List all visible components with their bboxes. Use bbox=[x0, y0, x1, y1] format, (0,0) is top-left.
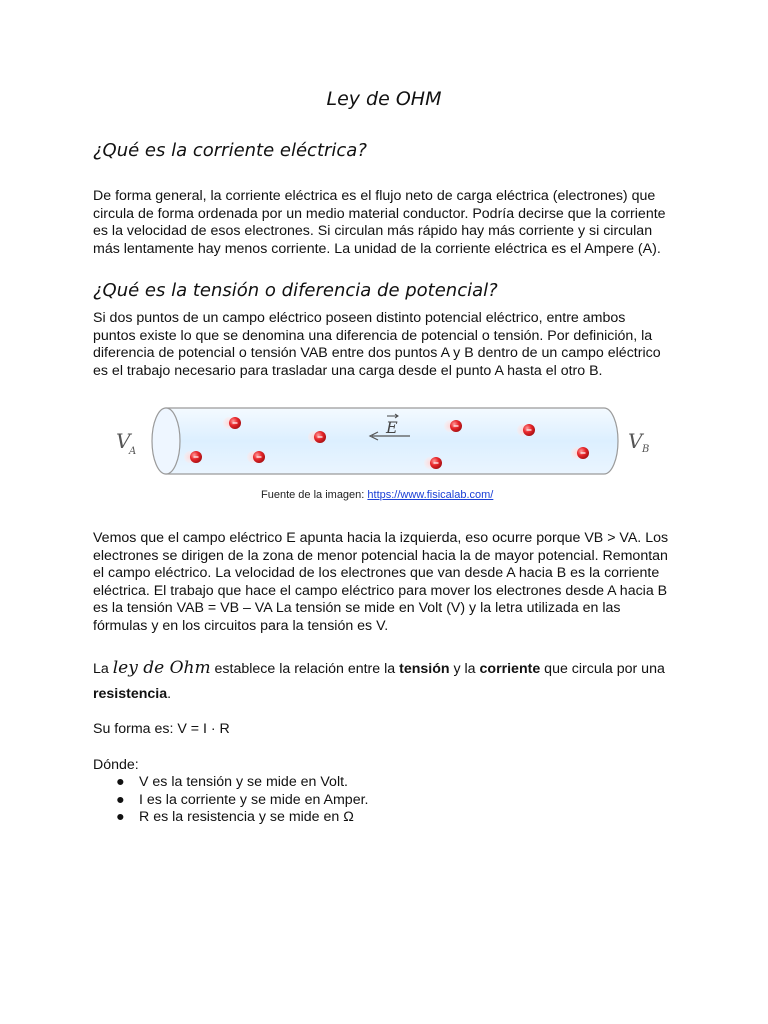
label-va: V bbox=[116, 429, 131, 453]
caption-source-link[interactable]: https://www.fisicalab.com/ bbox=[367, 489, 494, 501]
ohm-resistencia: resistencia bbox=[93, 686, 168, 702]
ohm-middle: establece la relación entre la bbox=[210, 661, 400, 677]
electron bbox=[223, 417, 241, 429]
electron bbox=[247, 451, 265, 463]
field-label-e: E bbox=[386, 418, 398, 437]
ohm-and: y la bbox=[449, 661, 480, 677]
paragraph-line: es la velocidad de esos electrones. Si circulan más rápido hay más corriente y si circulan bbox=[93, 223, 653, 240]
paragraph-line: diferencia de potencial o tensión VAB entre dos puntos A y B dentro de un campo eléctrico bbox=[93, 345, 661, 362]
electron bbox=[444, 420, 462, 432]
paragraph-line: el campo eléctrico. La velocidad de los electrones que van desde A hacia B es la corriente bbox=[93, 565, 660, 582]
tube-left-end bbox=[152, 408, 180, 474]
electron bbox=[184, 451, 202, 463]
electron bbox=[517, 424, 535, 436]
bullet-icon: ● bbox=[116, 809, 125, 826]
ohm-definition-cont bbox=[93, 686, 171, 702]
ohm-corriente: corriente bbox=[479, 661, 541, 677]
electron bbox=[424, 457, 442, 469]
bullet-icon: ● bbox=[116, 791, 125, 808]
paragraph-line: fórmulas y en los circuitos para la tensión es V. bbox=[93, 617, 389, 634]
donde-label: Dónde: bbox=[93, 757, 139, 773]
label-vb-sub: B bbox=[642, 444, 650, 455]
section-heading-corriente: ¿Qué es la corriente eléctrica? bbox=[93, 140, 367, 161]
section-heading-tension: ¿Qué es la tensión o diferencia de potencial? bbox=[93, 280, 498, 301]
label-vb: V bbox=[628, 429, 643, 453]
list-item-text: I es la corriente y se mide en Amper. bbox=[139, 791, 369, 808]
list-item-text: V es la tensión y se mide en Volt. bbox=[139, 774, 348, 790]
electron bbox=[571, 447, 589, 459]
paragraph-tension bbox=[93, 310, 683, 380]
electron bbox=[308, 431, 326, 443]
paragraph-line: es el trabajo necesario para trasladar una carga desde el punto A hasta el otro B. bbox=[93, 362, 603, 379]
label-va-sub: A bbox=[129, 446, 137, 457]
bullet-icon: ● bbox=[116, 774, 125, 790]
paragraph-line: electrones se dirigen de la zona de menor potencial hacia la de mayor potencial. Remontan bbox=[93, 547, 668, 564]
list-item bbox=[116, 774, 368, 792]
conductor-figure bbox=[110, 400, 660, 486]
paragraph-line: Si dos puntos de un campo eléctrico poseen distinto potencial eléctrico, entre ambos bbox=[93, 310, 626, 326]
page-title: Ley de OHM bbox=[326, 88, 442, 110]
paragraph-line: eléctrica. El trabajo que hace el campo eléctrico para mover los electrones desde A hacia B bbox=[93, 582, 668, 599]
paragraph-line: circula de forma ordenada por un medio material conductor. Podría decirse que la corriente bbox=[93, 205, 666, 222]
paragraph-line: De forma general, la corriente eléctrica es el flujo neto de carga eléctrica (electrones) que bbox=[93, 188, 656, 204]
figure-caption bbox=[261, 489, 493, 501]
ohm-tension: tensión bbox=[399, 661, 450, 677]
ohm-suffix: que circula por una bbox=[540, 661, 665, 677]
list-item bbox=[116, 809, 368, 827]
paragraph-campo bbox=[93, 530, 683, 636]
formula-line: Su forma es: V = I · R bbox=[93, 721, 230, 737]
paragraph-line: Vemos que el campo eléctrico E apunta hacia la izquierda, eso ocurre porque VB > VA. Los bbox=[93, 530, 669, 546]
ohm-prefix: La bbox=[93, 661, 113, 677]
ohm-definition bbox=[93, 658, 665, 678]
ohm-end: . bbox=[167, 686, 172, 702]
list-item-text: R es la resistencia y se mide en Ω bbox=[139, 809, 354, 826]
paragraph-line: es la tensión VAB = VB – VA La tensión se mide en Volt (V) y la letra utilizada en las bbox=[93, 600, 621, 617]
paragraph-line: más lentamente hay menos corriente. La unidad de la corriente eléctrica es el Ampere (A). bbox=[93, 240, 661, 257]
list-item bbox=[116, 792, 368, 810]
paragraph-line: puntos existe lo que se denomina una diferencia de potencial o tensión. Por definición, la bbox=[93, 327, 653, 344]
variables-list bbox=[116, 774, 368, 827]
ohm-law-name: ley de Ohm bbox=[112, 658, 211, 678]
caption-text: Fuente de la imagen: bbox=[261, 489, 368, 501]
paragraph-corriente bbox=[93, 188, 683, 258]
